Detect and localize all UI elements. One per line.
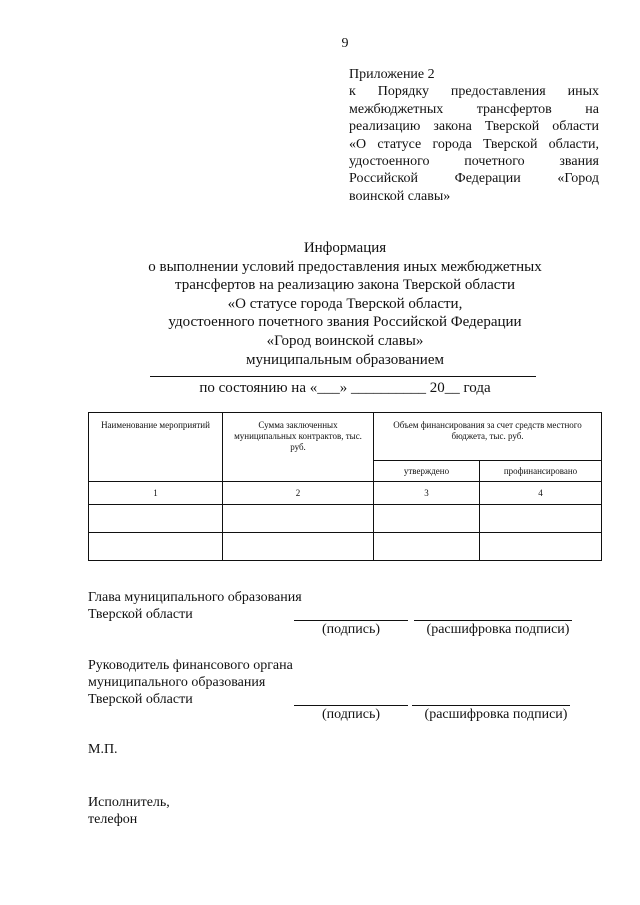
- table-cell: [374, 505, 480, 533]
- table-cell: [480, 505, 602, 533]
- table-cell: [223, 533, 374, 561]
- appendix-line: к Порядку предоставления иных: [349, 84, 599, 100]
- document-title: [100, 239, 590, 369]
- title-line: удостоенного почетного звания Российской Федерации: [168, 314, 522, 331]
- column-number: 2: [223, 482, 374, 505]
- header-financed: профинансировано: [480, 461, 602, 482]
- as-of-date-line: по состоянию на «___» __________ 20__ года: [199, 380, 491, 396]
- title-line: «О статусе города Тверской области,: [227, 295, 463, 312]
- appendix-heading: Приложение 2: [349, 67, 435, 82]
- executor-block: [88, 794, 288, 828]
- finance-signature-caption: (подпись): [321, 707, 381, 722]
- executor-line: Исполнитель,: [88, 795, 170, 810]
- column-number: 1: [89, 482, 223, 505]
- head-signature-caption: (подпись): [321, 622, 381, 637]
- table-cell: [223, 505, 374, 533]
- title-line: «Город воинской славы»: [266, 332, 424, 349]
- table-row: [89, 505, 602, 533]
- table-cell: [374, 533, 480, 561]
- header-contracts-sum: Сумма заключенных муниципальных контрактов, тыс. руб.: [223, 413, 374, 482]
- header-local-budget-financing: Объем финансирования за счет средств местного бюджета, тыс. руб.: [374, 413, 602, 461]
- table-cell: [480, 533, 602, 561]
- head-signature-line: [294, 620, 408, 621]
- stamp-placeholder: М.П.: [88, 742, 118, 757]
- page-number: 9: [341, 36, 349, 51]
- appendix-line: «О статусе города Тверской области,: [349, 136, 599, 152]
- title-line: Информация: [303, 240, 387, 256]
- finance-title-line: Руководитель финансового органа: [88, 658, 293, 673]
- column-number: 3: [374, 482, 480, 505]
- title-line: о выполнении условий предоставления иных межбюджетных: [148, 258, 542, 275]
- appendix-line: Российской Федерации «Город: [349, 171, 599, 187]
- finance-title-line: муниципального образования: [88, 675, 266, 690]
- appendix-line: реализацию закона Тверской области: [349, 119, 599, 135]
- head-signature-block: [88, 589, 408, 623]
- table-row: [89, 533, 602, 561]
- column-number: 4: [480, 482, 602, 505]
- finance-decode-line: [412, 705, 570, 706]
- finance-signature-block: [88, 657, 408, 708]
- head-title-line: Глава муниципального образования: [88, 590, 302, 605]
- head-decode-line: [414, 620, 572, 621]
- executor-line: телефон: [88, 812, 138, 827]
- appendix-block: [349, 66, 599, 205]
- appendix-line: воинской славы»: [349, 188, 451, 204]
- head-title-line: Тверской области: [88, 607, 193, 622]
- finance-title-line: Тверской области: [88, 692, 193, 707]
- table-cell: [89, 533, 223, 561]
- report-table: [88, 412, 602, 561]
- table-cell: [89, 505, 223, 533]
- head-decode-caption: (расшифровка подписи): [426, 622, 570, 637]
- title-line: муниципальным образованием: [246, 351, 444, 368]
- header-approved: утверждено: [374, 461, 480, 482]
- finance-decode-caption: (расшифровка подписи): [424, 707, 568, 722]
- finance-signature-line: [294, 705, 408, 706]
- title-line: трансфертов на реализацию закона Тверской области: [174, 277, 516, 294]
- header-activity-name: Наименование мероприятий: [89, 413, 223, 482]
- municipality-name-blank: [150, 376, 536, 377]
- appendix-line: межбюджетных трансфертов на: [349, 101, 599, 117]
- appendix-line: удостоенного почетного звания: [349, 154, 599, 170]
